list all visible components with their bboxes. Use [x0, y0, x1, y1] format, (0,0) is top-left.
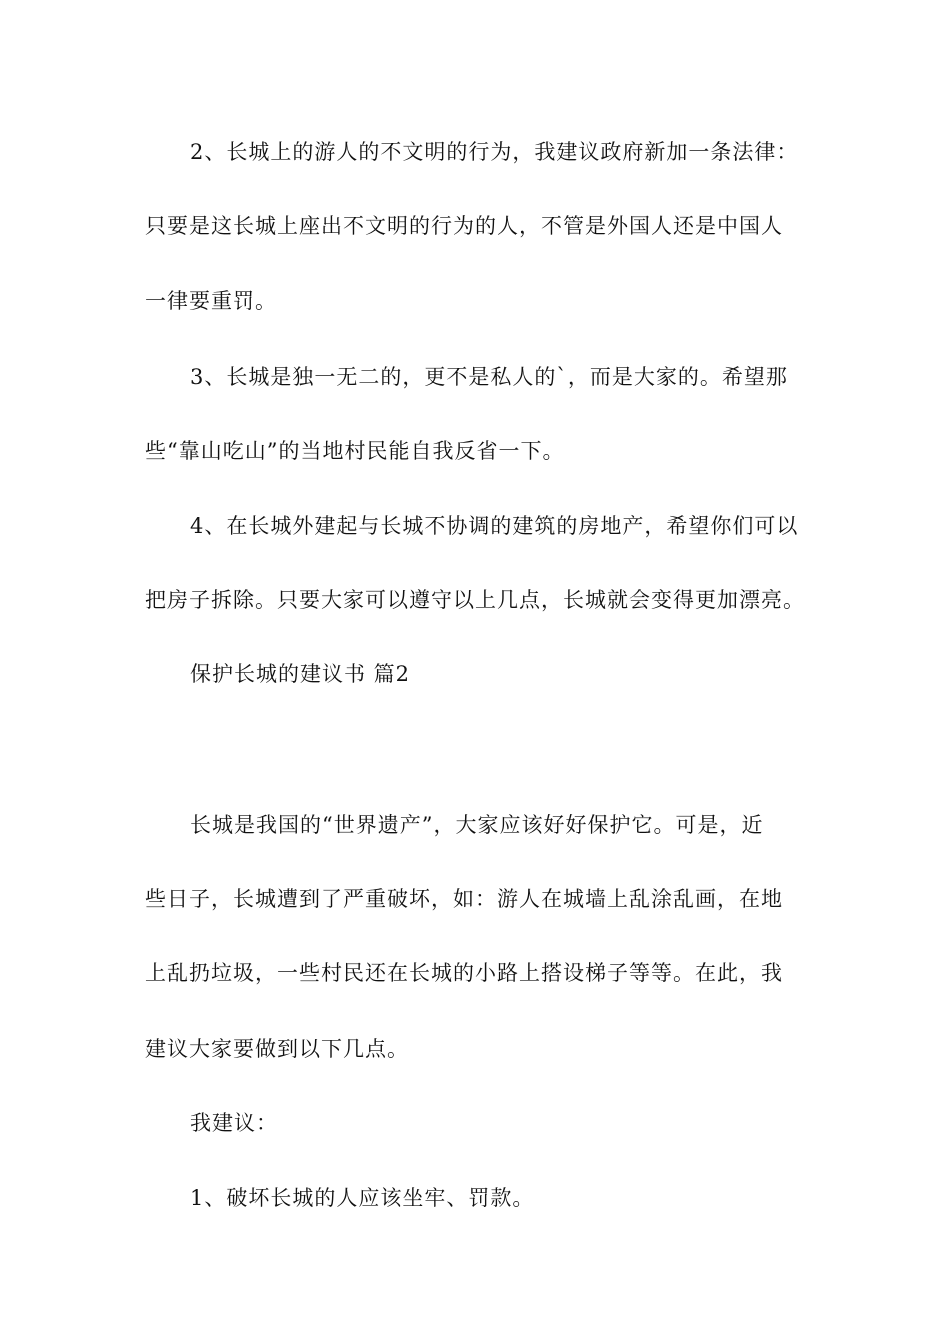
paragraph-line-2: 只要是这长城上座出不文明的行为的人，不管是外国人还是中国人	[145, 214, 783, 238]
paragraph-line-13: 1、破坏长城的人应该坐牢、罚款。	[190, 1186, 535, 1210]
paragraph-line-4: 3、长城是独一无二的，更不是私人的`，而是大家的。希望那	[190, 365, 788, 389]
paragraph-line-7: 把房子拆除。只要大家可以遵守以上几点，长城就会变得更加漂亮。	[145, 588, 805, 612]
paragraph-line-9: 些日子，长城遭到了严重破坏，如：游人在城墙上乱涂乱画，在地	[145, 887, 783, 911]
paragraph-line-3: 一律要重罚。	[145, 289, 277, 313]
paragraph-line-6: 4、在长城外建起与长城不协调的建筑的房地产，希望你们可以	[190, 514, 799, 538]
paragraph-line-10: 上乱扔垃圾，一些村民还在长城的小路上搭设梯子等等。在此，我	[145, 961, 783, 985]
paragraph-line-8: 长城是我国的“世界遗产”，大家应该好好保护它。可是，近	[190, 813, 764, 837]
section-heading: 保护长城的建议书 篇2	[190, 662, 411, 686]
paragraph-line-11: 建议大家要做到以下几点。	[145, 1037, 409, 1061]
paragraph-line-1: 2、长城上的游人的不文明的行为，我建议政府新加一条法律：	[190, 140, 799, 164]
paragraph-line-5: 些“靠山吃山”的当地村民能自我反省一下。	[145, 439, 565, 463]
paragraph-line-12: 我建议：	[190, 1111, 278, 1135]
